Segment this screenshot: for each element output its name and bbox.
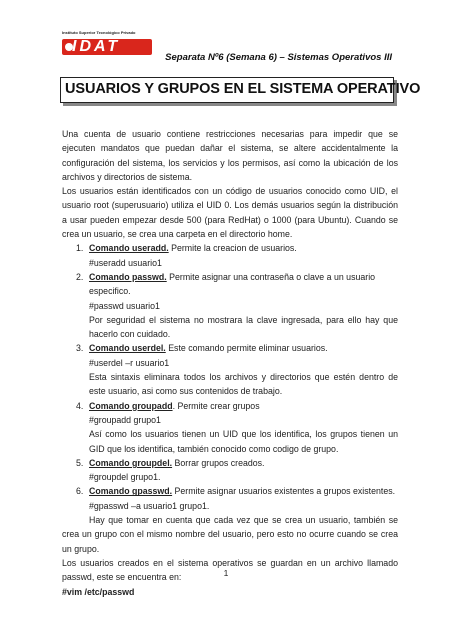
command-example: #gpasswd –a usuario1 grupo1. xyxy=(89,500,210,511)
command-desc: . Permite crear grupos xyxy=(172,400,260,411)
item-number: 4. xyxy=(76,400,84,411)
command-name: Comando groupdel. xyxy=(89,457,173,468)
note-paragraph: Hay que tomar en cuenta que cada vez que se crea un usuario, también se crea un grupo con el mismo nombre del usuario, pero esto no ocurre cuando se crea un grupo. xyxy=(62,515,398,554)
logo-text: IDAT xyxy=(72,38,121,55)
command-desc: Permite la creacion de usuarios. xyxy=(168,243,297,254)
list-item xyxy=(62,270,398,341)
page-number: 1 xyxy=(223,568,229,578)
command-note: Así como los usuarios tienen un UID que los identifica, los grupos tienen un GID que los identifica, también conocido como codigo de grupo. xyxy=(89,429,398,454)
command-example: #useradd usuario1 xyxy=(89,257,162,268)
list-item xyxy=(62,484,398,513)
document-body xyxy=(62,127,398,599)
intro-paragraph-1: Una cuenta de usuario contiene restricciones necesarias para impedir que se ejecuten mandatos que puedan dañar el sistema, se altere accidentalmente la configuración del sistema, los servicios y los permisos, así como la ubicación de los archivos y directorios de sistema. xyxy=(62,129,398,182)
list-item xyxy=(62,456,398,485)
logo-subtitle: Instituto Superior Tecnológico Privado xyxy=(62,30,136,35)
closing-paragraph: Los usuarios creados en el sistema operativos se guardan en un archivo llamado passwd, este se encuentra en: xyxy=(62,557,398,583)
command-name: Comando userdel. xyxy=(89,343,166,354)
command-desc: Permite asignar una contraseña o clave a un usuario especifico. xyxy=(89,271,376,297)
idat-logo xyxy=(62,30,152,57)
command-example: #passwd usuario1 xyxy=(89,300,160,311)
command-example: #groupdel grupo1. xyxy=(89,472,161,483)
command-note: Esta sintaxis eliminara todos los archivos y directorios que estén dentro de este usuario, asi como sus contenidos de trabajo. xyxy=(89,372,398,397)
item-number: 3. xyxy=(76,343,84,354)
command-desc: Permite asignar usuarios existentes a grupos existentes. xyxy=(172,486,396,497)
command-name: Comando useradd. xyxy=(89,243,169,254)
command-example: #groupadd grupo1 xyxy=(89,414,161,425)
intro-paragraph-2: Los usuarios están identificados con un código de usuarios conocido como UID, el usuario root (superusuario) utiliza el UID 0. Los demás usuarios según la distribución a usar pueden empezar desde 500 (para RedHat) o 1000 (para Ubuntu). Cuando se crea un usuario, se crea una carpeta en el directorio home. xyxy=(62,186,398,240)
command-desc: Este comando permite eliminar usuarios. xyxy=(165,343,328,354)
command-name: Comando passwd. xyxy=(89,271,167,282)
command-example: #userdel –r usuario1 xyxy=(89,357,170,368)
logo-mark xyxy=(62,37,152,57)
command-list xyxy=(62,241,398,513)
item-number: 6. xyxy=(76,486,84,497)
final-command: #vim /etc/passwd xyxy=(62,586,135,597)
item-number: 2. xyxy=(76,271,84,282)
command-name: Comando gpasswd. xyxy=(89,486,173,497)
item-number: 5. xyxy=(76,457,84,468)
command-name: Comando groupadd xyxy=(89,400,173,411)
command-desc: Borrar grupos creados. xyxy=(172,457,265,468)
item-number: 1. xyxy=(76,243,84,254)
list-item xyxy=(62,341,398,398)
page-title: USUARIOS Y GRUPOS EN EL SISTEMA OPERATIVO xyxy=(65,81,421,97)
separata-header: Separata Nº6 (Semana 6) – Sistemas Operativos III xyxy=(165,52,392,63)
list-item xyxy=(62,241,398,270)
page-title-box xyxy=(60,77,421,103)
command-note: Por seguridad el sistema no mostrara la clave ingresada, para ello hay que hacerlo con cuidado. xyxy=(89,314,398,340)
list-item xyxy=(62,399,398,456)
